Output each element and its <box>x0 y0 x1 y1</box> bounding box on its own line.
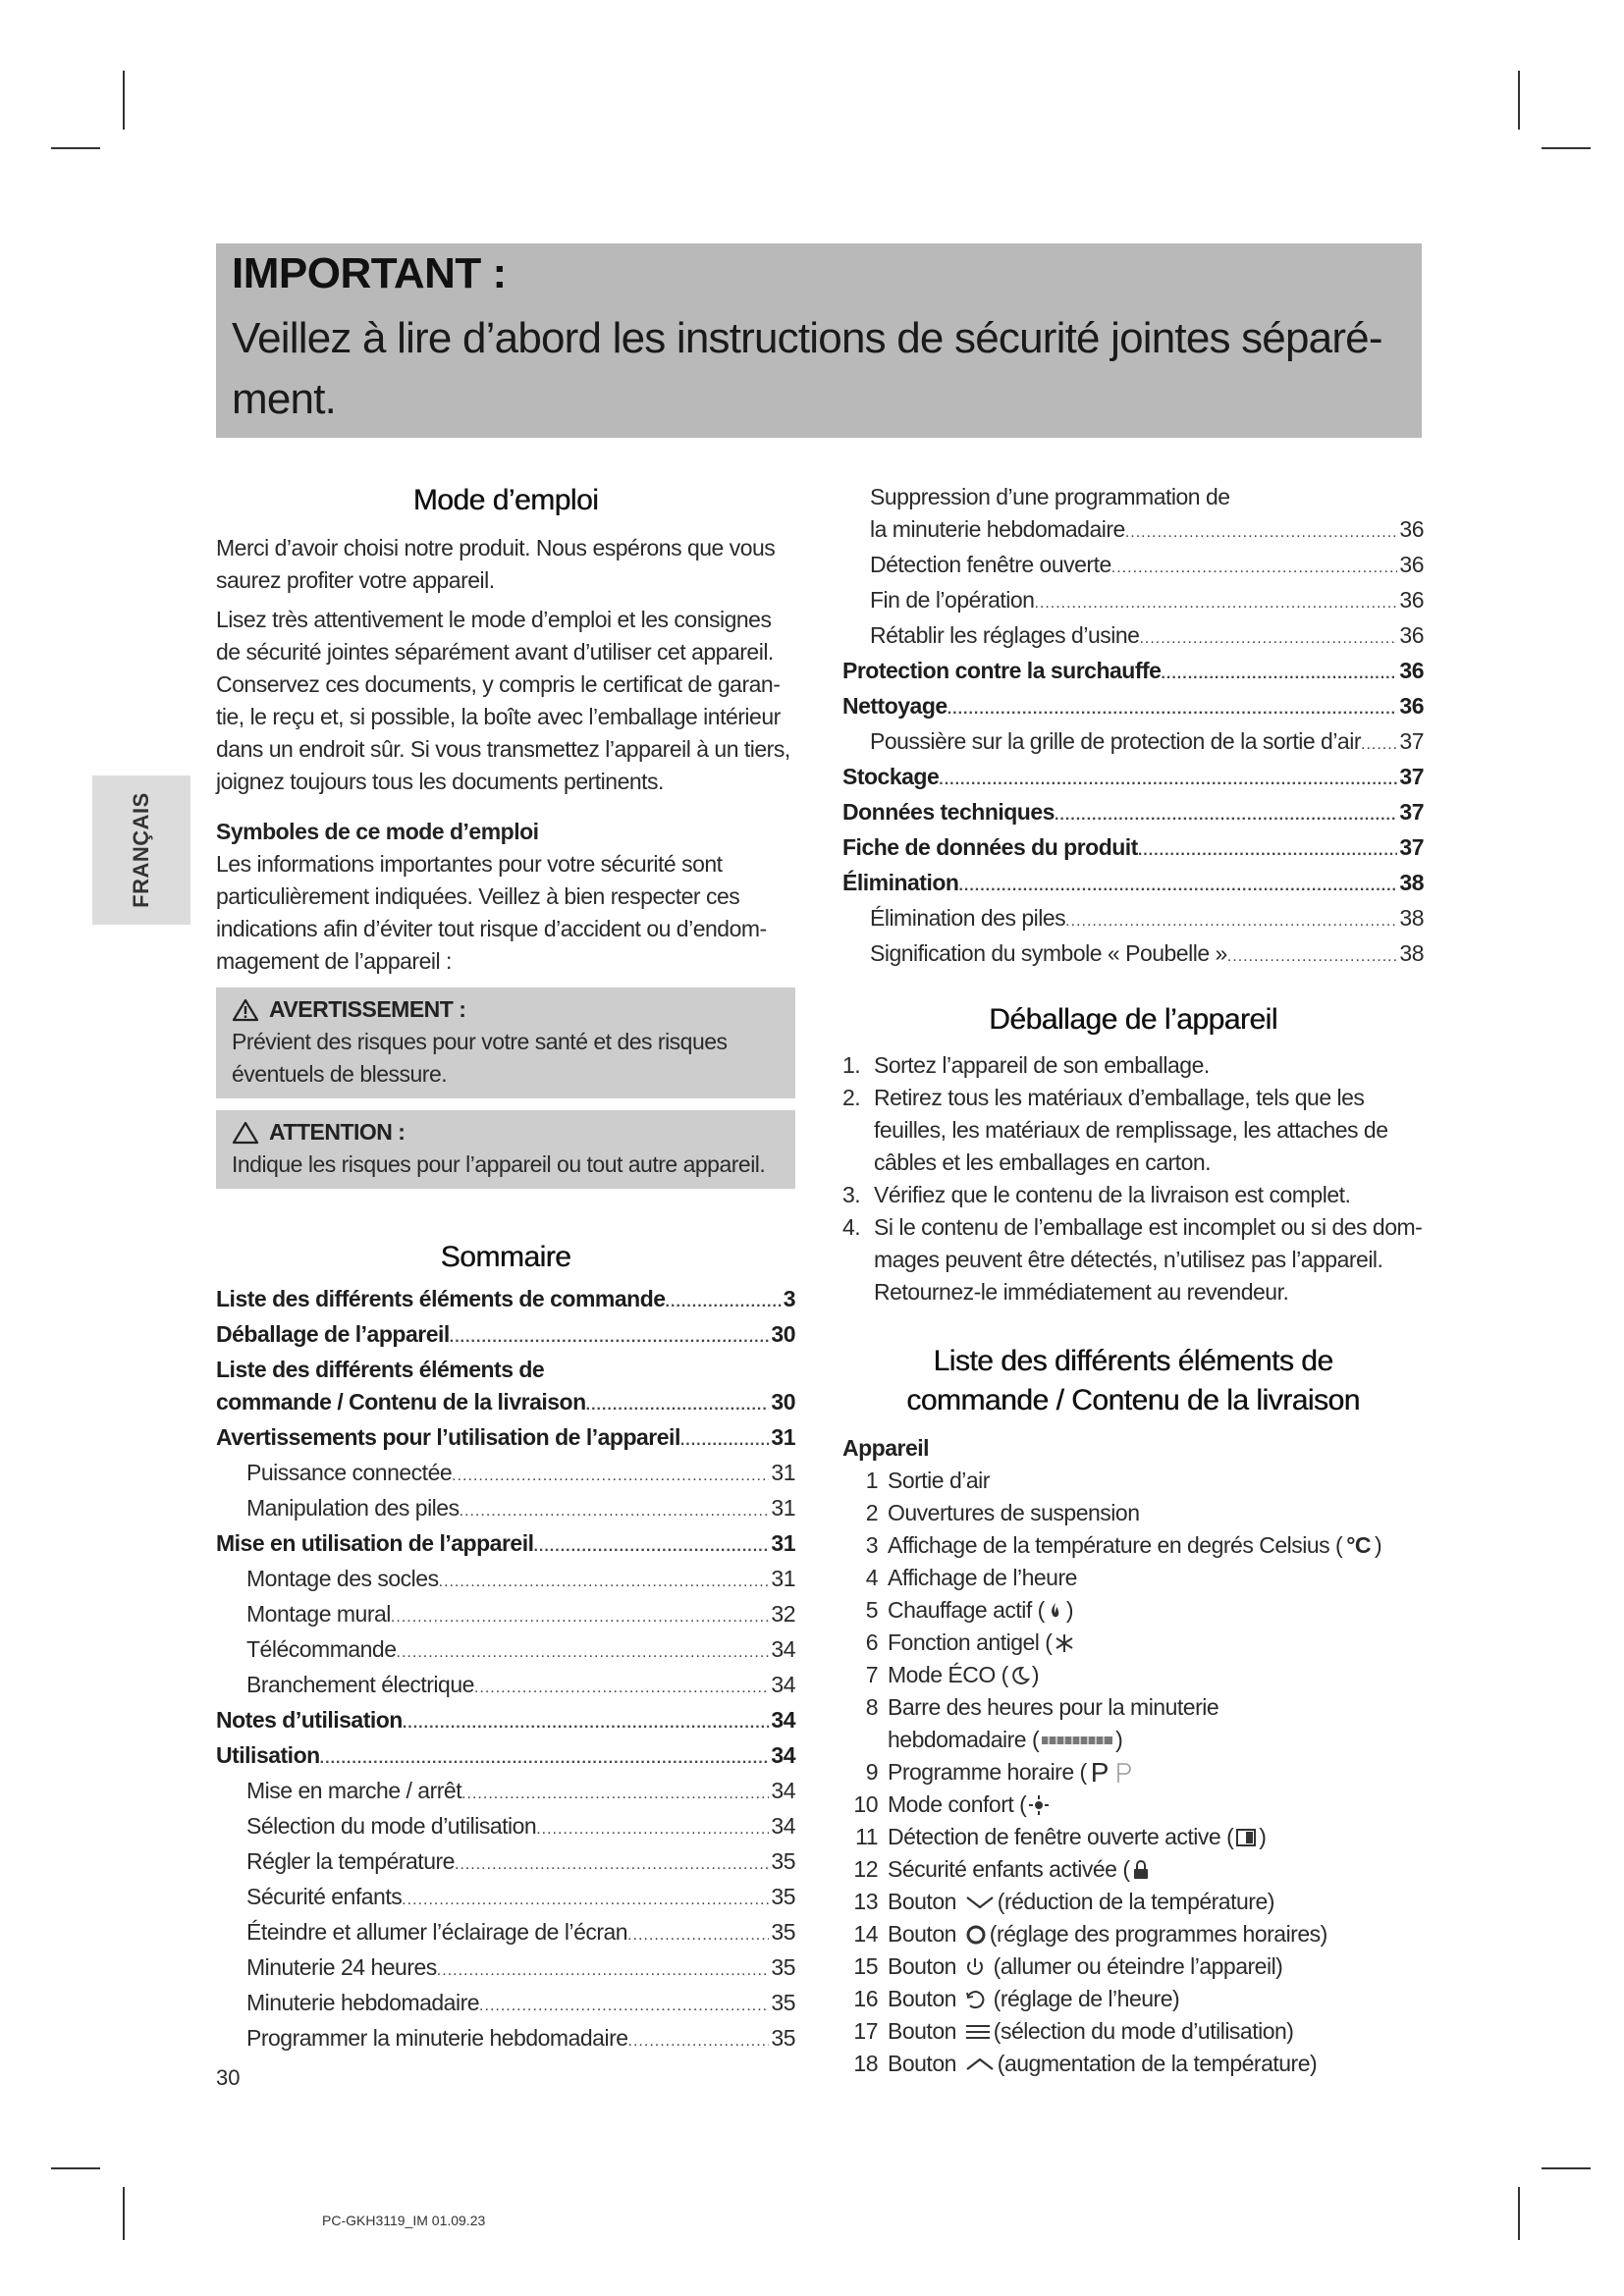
toc-label: Élimination <box>842 870 959 895</box>
part-item <box>842 1918 1424 1950</box>
toc-entry <box>842 549 1424 584</box>
part-number: 7 <box>865 1662 878 1687</box>
language-label: FRANÇAIS <box>129 792 153 908</box>
toc-page: 37 <box>1399 728 1424 754</box>
toc-page: 34 <box>771 1636 795 1662</box>
toc-dot-leader <box>666 1286 782 1318</box>
toc-page: 35 <box>771 2025 795 2051</box>
toc-label: Suppression d’une programmation de <box>870 484 1230 509</box>
toc-page: 31 <box>771 1424 795 1450</box>
toc-page: 31 <box>771 1566 795 1591</box>
part-number: 2 <box>865 1500 878 1525</box>
toc-label: Fiche de données du produit <box>842 834 1138 860</box>
part-label: Bouton <box>888 2018 962 2044</box>
part-label: Programme horaire ( <box>888 1759 1087 1785</box>
crop-mark <box>123 2187 125 2240</box>
toc-page: 36 <box>1399 587 1424 613</box>
liste-heading <box>842 1342 1424 1420</box>
toc-label: Programmer la minuterie hebdomadaire <box>246 2025 628 2051</box>
toc-left <box>216 1283 795 2057</box>
toc-page: 36 <box>1399 622 1424 648</box>
toc-label: Élimination des piles <box>870 905 1066 931</box>
part-label: Chauffage actif ( <box>888 1597 1045 1623</box>
step-text: Sortez l’appareil de son emballage. <box>874 1052 1210 1078</box>
toc-page: 36 <box>1399 658 1424 683</box>
part-symbol: °C <box>1346 1532 1371 1558</box>
toc-dot-leader <box>958 870 1397 902</box>
toc-label: Déballage de l’appareil <box>216 1321 450 1347</box>
symbols-heading: Symboles de ce mode d’emploi <box>216 819 539 844</box>
part-number: 10 <box>853 1791 878 1817</box>
part-label-suffix: ) <box>1031 1662 1039 1687</box>
warning-text: Prévient des risques pour votre santé et des risques éventuels de blessure. <box>232 1029 728 1087</box>
toc-dot-leader <box>536 1813 769 1845</box>
banner-title: IMPORTANT : <box>232 249 507 297</box>
heating-icon <box>1047 1601 1064 1621</box>
crop-mark <box>51 147 100 149</box>
toc-page: 37 <box>1399 799 1424 825</box>
clock-icon <box>964 1989 986 2010</box>
part-number: 16 <box>853 1986 878 2011</box>
toc-entry <box>216 1283 795 1318</box>
program-circle-icon <box>964 1923 988 1947</box>
part-label: Mode confort ( <box>888 1791 1027 1817</box>
footer-code: PC-GKH3119_IM 01.09.23 <box>322 2213 486 2228</box>
part-item <box>842 1562 1424 1594</box>
toc-label: Notes d’utilisation <box>216 1707 403 1733</box>
toc-dot-leader <box>1034 587 1397 619</box>
toc-entry <box>842 761 1424 796</box>
toc-label: Protection contre la surchauffe <box>842 658 1162 683</box>
part-label: hebdomadaire ( <box>888 1727 1040 1752</box>
toc-entry <box>216 1775 795 1810</box>
part-number: 4 <box>865 1565 878 1590</box>
toc-label: Sécurité enfants <box>246 1884 403 1909</box>
important-banner <box>216 243 1422 438</box>
part-item <box>842 1853 1424 1886</box>
chevron-down-icon <box>964 1894 996 1911</box>
toc-label: Sélection du mode d’utilisation <box>246 1813 537 1839</box>
page-number: 30 <box>216 2065 241 2090</box>
toc-dot-leader <box>320 1742 770 1775</box>
toc-entry <box>842 867 1424 902</box>
toc-dot-leader <box>939 764 1397 796</box>
toc-entry <box>842 513 1424 549</box>
deballage-steps <box>842 1049 1424 1308</box>
crop-mark <box>1518 2187 1520 2240</box>
toc-entry <box>216 2022 795 2057</box>
toc-page: 36 <box>1399 516 1424 542</box>
toc-entry <box>216 1598 795 1633</box>
toc-label: Nettoyage <box>842 693 947 719</box>
chevron-up-icon <box>964 2056 996 2073</box>
toc-entry <box>842 937 1424 973</box>
toc-page: 3 <box>783 1286 795 1311</box>
toc-dot-leader <box>437 1954 770 1987</box>
toc-dot-leader <box>402 1884 769 1916</box>
toc-label: Stockage <box>842 764 940 789</box>
toc-entry <box>842 655 1424 690</box>
part-label-suffix: (allumer ou éteindre l’appareil) <box>987 1953 1283 1979</box>
language-tab <box>92 775 190 925</box>
toc-dot-leader <box>460 1495 770 1527</box>
toc-label: Poussière sur la grille de protection de la sortie d’air <box>870 728 1361 754</box>
step-text: Si le contenu de l’emballage est incomplet ou si des dom-mages peuvent être détectés, n’utilisez pas l’appareil. Retournez-le immédiatement au revendeur. <box>874 1214 1423 1305</box>
toc-dot-leader <box>1138 834 1398 867</box>
deballage-step <box>842 1049 1424 1082</box>
crop-mark <box>51 2167 100 2169</box>
part-label: Sécurité enfants activée ( <box>888 1856 1130 1882</box>
toc-page: 34 <box>771 1672 795 1697</box>
toc-label: Liste des différents éléments de <box>216 1357 545 1382</box>
toc-dot-leader <box>452 1460 769 1492</box>
toc-dot-leader <box>628 2025 770 2057</box>
step-number: 1. <box>842 1052 861 1078</box>
toc-dot-leader <box>479 1990 769 2022</box>
toc-page: 34 <box>771 1813 795 1839</box>
toc-label: Détection fenêtre ouverte <box>870 552 1111 577</box>
step-text: Vérifiez que le contenu de la livraison est complet. <box>874 1182 1351 1207</box>
part-number: 1 <box>865 1468 878 1493</box>
toc-dot-leader <box>439 1566 770 1598</box>
toc-entry <box>216 1669 795 1704</box>
part-label-suffix: (augmentation de la température) <box>997 2051 1318 2076</box>
toc-page: 31 <box>771 1495 795 1521</box>
part-label-suffix: (réduction de la température) <box>997 1889 1274 1914</box>
toc-entry <box>216 1845 795 1881</box>
step-number: 2. <box>842 1085 861 1110</box>
step-number: 3. <box>842 1182 861 1207</box>
part-label: Mode ÉCO ( <box>888 1662 1008 1687</box>
toc-label: Rétablir les réglages d’usine <box>870 622 1140 648</box>
part-number: 11 <box>855 1824 878 1849</box>
toc-entry <box>216 1951 795 1987</box>
toc-page: 34 <box>771 1742 795 1768</box>
toc-right <box>842 481 1424 973</box>
toc-entry <box>842 796 1424 831</box>
toc-entry <box>216 1421 795 1457</box>
toc-page: 36 <box>1399 552 1424 577</box>
part-number: 18 <box>853 2051 878 2076</box>
toc-dot-leader <box>1227 940 1398 973</box>
toc-label: Liste des différents éléments de commande <box>216 1286 666 1311</box>
comfort-sun-icon <box>1028 1794 1050 1816</box>
toc-dot-leader <box>947 693 1398 725</box>
toc-entry <box>216 1916 795 1951</box>
toc-label: Puissance connectée <box>246 1460 453 1485</box>
step-text: Retirez tous les matériaux d’emballage, tels que les feuilles, les matériaux de remplissage, les attaches de câbles et les emballages en carton. <box>874 1085 1388 1175</box>
sommaire-heading: Sommaire <box>440 1241 571 1273</box>
toc-page: 37 <box>1399 764 1424 789</box>
toc-entry <box>216 1457 795 1492</box>
toc-dot-leader <box>627 1919 769 1951</box>
toc-entry <box>216 1987 795 2022</box>
toc-label: Signification du symbole « Poubelle » <box>870 940 1227 966</box>
toc-label: Fin de l’opération <box>870 587 1035 613</box>
part-item <box>842 1465 1424 1497</box>
part-label: Ouvertures de suspension <box>888 1500 1140 1525</box>
toc-entry <box>842 725 1424 761</box>
toc-page: 35 <box>771 1990 795 2015</box>
toc-label: Données techniques <box>842 799 1055 825</box>
part-item <box>842 1691 1424 1724</box>
toc-label: Mise en marche / arrêt <box>246 1778 462 1803</box>
part-label: Bouton <box>888 1986 962 2011</box>
part-label: Bouton <box>888 1921 962 1947</box>
toc-dot-leader <box>403 1707 770 1739</box>
part-item <box>842 1497 1424 1529</box>
toc-dot-leader <box>391 1601 769 1633</box>
toc-entry <box>216 1354 795 1386</box>
left-column <box>216 481 795 2057</box>
toc-label: Utilisation <box>216 1742 320 1768</box>
toc-label: Éteindre et allumer l’éclairage de l’écran <box>246 1919 628 1945</box>
symbols-paragraph: Les informations importantes pour votre sécurité sont particulièrement indiquées. Veillez à bien respecter ces indications afin d’éviter tout risque d’accident ou d’endom-magement de l’appareil : <box>216 851 767 974</box>
toc-dot-leader <box>397 1636 770 1669</box>
warning-title: AVERTISSEMENT : <box>269 996 466 1022</box>
part-label: Bouton <box>888 1953 962 1979</box>
toc-dot-leader <box>1111 552 1398 584</box>
toc-dot-leader <box>1161 658 1397 690</box>
toc-entry <box>842 902 1424 937</box>
deballage-step <box>842 1082 1424 1179</box>
toc-page: 38 <box>1399 870 1424 895</box>
toc-dot-leader <box>680 1424 770 1457</box>
toc-label: Minuterie 24 heures <box>246 1954 437 1980</box>
toc-entry <box>216 1739 795 1775</box>
toc-entry <box>216 1492 795 1527</box>
part-item <box>842 1529 1424 1562</box>
part-label-suffix: ) <box>1065 1597 1074 1623</box>
toc-entry <box>842 619 1424 655</box>
part-label: Affichage de la température en degrés Celsius ( <box>888 1532 1343 1558</box>
deballage-step <box>842 1179 1424 1211</box>
part-label-suffix: ) <box>1259 1824 1267 1849</box>
crop-mark <box>1542 2167 1591 2169</box>
caution-triangle-icon <box>232 1121 259 1145</box>
toc-page: 37 <box>1399 834 1424 860</box>
warning-box <box>216 988 795 1098</box>
right-column <box>842 481 1424 2080</box>
toc-label: commande / Contenu de la livraison <box>216 1389 586 1415</box>
toc-entry <box>216 1527 795 1563</box>
liste-heading-line2: commande / Contenu de la livraison <box>906 1384 1360 1416</box>
toc-page: 38 <box>1399 905 1424 931</box>
toc-entry <box>216 1881 795 1916</box>
part-label: Détection de fenêtre ouverte active ( <box>888 1824 1234 1849</box>
hour-bar-icon <box>1041 1734 1113 1747</box>
liste-heading-line1: Liste des différents éléments de <box>933 1345 1333 1377</box>
part-item <box>842 2048 1424 2080</box>
toc-entry <box>842 481 1424 513</box>
mode-icon <box>964 2021 992 2043</box>
part-number: 3 <box>865 1532 878 1558</box>
frost-icon <box>1054 1632 1075 1654</box>
toc-entry <box>216 1704 795 1739</box>
part-label: Bouton <box>888 2051 962 2076</box>
toc-label: Minuterie hebdomadaire <box>246 1990 480 2015</box>
toc-page: 34 <box>771 1778 795 1803</box>
part-number: 5 <box>865 1597 878 1623</box>
toc-page: 30 <box>771 1321 795 1347</box>
part-item <box>842 1950 1424 1983</box>
warning-triangle-icon <box>232 998 259 1022</box>
part-symbol: P <box>1090 1757 1109 1788</box>
part-label-suffix: (réglage des programmes horaires) <box>989 1921 1327 1947</box>
toc-dot-leader <box>474 1672 769 1704</box>
part-number: 15 <box>853 1953 878 1979</box>
toc-dot-leader <box>450 1321 770 1354</box>
caution-text: Indique les risques pour l’appareil ou tout autre appareil. <box>232 1151 766 1177</box>
toc-dot-leader <box>455 1848 769 1881</box>
toc-page: 31 <box>771 1530 795 1556</box>
part-label-suffix: (sélection du mode d’utilisation) <box>993 2018 1294 2044</box>
power-icon <box>964 1956 986 1978</box>
eco-moon-icon <box>1010 1666 1030 1685</box>
toc-entry <box>842 584 1424 619</box>
part-label: Barre des heures pour la minuterie <box>888 1694 1219 1720</box>
deballage-step <box>842 1211 1424 1308</box>
part-label: Affichage de l’heure <box>888 1565 1077 1590</box>
part-label-suffix: (réglage de l’heure) <box>987 1986 1180 2011</box>
toc-entry <box>216 1318 795 1354</box>
crop-mark <box>1542 147 1591 149</box>
part-number: 6 <box>865 1629 878 1655</box>
parts-list <box>842 1465 1424 2080</box>
toc-page: 35 <box>771 1848 795 1874</box>
part-number: 12 <box>853 1856 878 1882</box>
toc-page: 36 <box>1399 693 1424 719</box>
toc-entry <box>216 1810 795 1845</box>
toc-entry <box>216 1386 795 1421</box>
part-label-suffix: ) <box>1375 1532 1382 1558</box>
toc-page: 31 <box>771 1460 795 1485</box>
step-number: 4. <box>842 1214 861 1240</box>
toc-page: 32 <box>771 1601 795 1627</box>
toc-label: Branchement électrique <box>246 1672 474 1697</box>
part-item <box>842 1789 1424 1821</box>
toc-page: 35 <box>771 1919 795 1945</box>
part-label: Fonction antigel ( <box>888 1629 1053 1655</box>
banner-text: Veillez à lire d’abord les instructions de sécurité jointes séparé-ment. <box>232 314 1382 423</box>
toc-label: Montage des socles <box>246 1566 439 1591</box>
deballage-heading: Déballage de l’appareil <box>989 1003 1277 1036</box>
toc-page: 35 <box>771 1884 795 1909</box>
toc-entry <box>216 1633 795 1669</box>
toc-entry <box>842 690 1424 725</box>
part-number: 9 <box>865 1759 878 1785</box>
toc-dot-leader <box>1139 622 1397 655</box>
intro-paragraph: Merci d’avoir choisi notre produit. Nous espérons que vous saurez profiter votre appareil. <box>216 535 776 593</box>
toc-page: 38 <box>1399 940 1424 966</box>
toc-dot-leader <box>1361 728 1397 761</box>
toc-dot-leader <box>586 1389 770 1421</box>
toc-entry <box>842 831 1424 867</box>
part-label-suffix: ) <box>1115 1727 1123 1752</box>
part-item <box>842 1724 1424 1756</box>
part-number: 13 <box>853 1889 878 1914</box>
toc-label: Manipulation des piles <box>246 1495 460 1521</box>
part-item <box>842 2015 1424 2048</box>
part-number: 14 <box>853 1921 878 1947</box>
caution-title: ATTENTION : <box>269 1119 406 1145</box>
toc-dot-leader <box>533 1530 769 1563</box>
toc-label: Mise en utilisation de l’appareil <box>216 1530 534 1556</box>
toc-dot-leader <box>1065 905 1397 937</box>
part-item <box>842 1659 1424 1691</box>
appareil-heading: Appareil <box>842 1435 930 1461</box>
caution-box <box>216 1110 795 1189</box>
part-label: Bouton <box>888 1889 962 1914</box>
part-item <box>842 1627 1424 1659</box>
toc-dot-leader <box>1055 799 1397 831</box>
part-number: 8 <box>865 1694 878 1720</box>
toc-label: Télécommande <box>246 1636 397 1662</box>
toc-dot-leader <box>1125 516 1398 549</box>
toc-page: 35 <box>771 1954 795 1980</box>
toc-page: 34 <box>771 1707 795 1733</box>
program-p-icon <box>1114 1761 1134 1785</box>
toc-dot-leader <box>461 1778 769 1810</box>
crop-mark <box>123 71 125 130</box>
crop-mark <box>1518 71 1520 130</box>
mode-emploi-heading: Mode d’emploi <box>412 484 599 516</box>
part-label: Sortie d’air <box>888 1468 990 1493</box>
toc-page: 30 <box>771 1389 795 1415</box>
part-item <box>842 1821 1424 1853</box>
window-icon <box>1235 1828 1257 1847</box>
toc-label: Avertissements pour l’utilisation de l’appareil <box>216 1424 680 1450</box>
lock-icon <box>1132 1859 1150 1881</box>
toc-label: Régler la température <box>246 1848 455 1874</box>
instructions-paragraph: Lisez très attentivement le mode d’emploi et les consignes de sécurité jointes séparément avant d’utiliser cet appareil. Conservez ces documents, y compris le certificat de garan-tie, le reçu et, si possible, la boîte avec l’emballage intérieur dans un endroit sûr. Si vous transmettez l’appareil à un tiers, joignez toujours tous les documents pertinents. <box>216 607 790 794</box>
toc-label: Montage mural <box>246 1601 391 1627</box>
toc-entry <box>216 1563 795 1598</box>
part-number: 17 <box>853 2018 878 2044</box>
part-item <box>842 1983 1424 2015</box>
part-item <box>842 1756 1424 1789</box>
toc-label: la minuterie hebdomadaire <box>870 516 1125 542</box>
part-item <box>842 1594 1424 1627</box>
part-item <box>842 1886 1424 1918</box>
